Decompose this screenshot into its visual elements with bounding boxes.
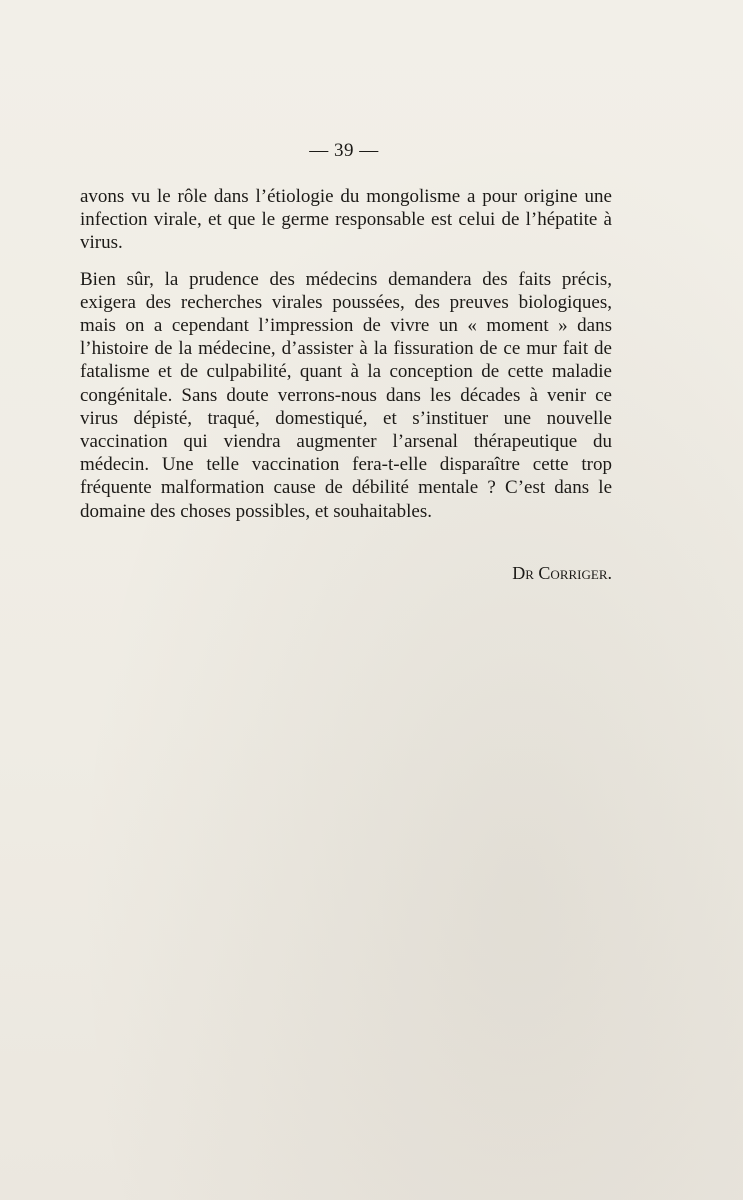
body-text	[80, 185, 612, 523]
paragraph: avons vu le rôle dans l’étiologie du mongolisme a pour origine une infection virale, et que le germe responsable est celui de l’hépatite à virus.	[80, 186, 612, 254]
author-signature: Dr Corriger.	[512, 563, 612, 583]
page-number: — 39 —	[309, 140, 379, 161]
paragraph: Bien sûr, la prudence des médecins demandera des faits précis, exigera des recherches virales poussées, des preuves biologiques, mais on a cependant l’impression de vivre un « moment » dans l’histoire de la médecine, d’assister à la fissuration de ce mur fait de fatalisme et de culpabilité, quant à la conception de cette maladie congénitale. Sans doute verrons-nous dans les décades à venir ce virus dépisté, traqué, domestiqué, et s’instituer une nouvelle vaccination qui viendra augmenter l’arsenal thérapeutique du médecin. Une telle vaccination fera-t-elle disparaître cette trop fréquente malformation cause de débilité mentale ? C’est dans le domaine des choses possibles, et souhaitables.	[80, 268, 612, 522]
